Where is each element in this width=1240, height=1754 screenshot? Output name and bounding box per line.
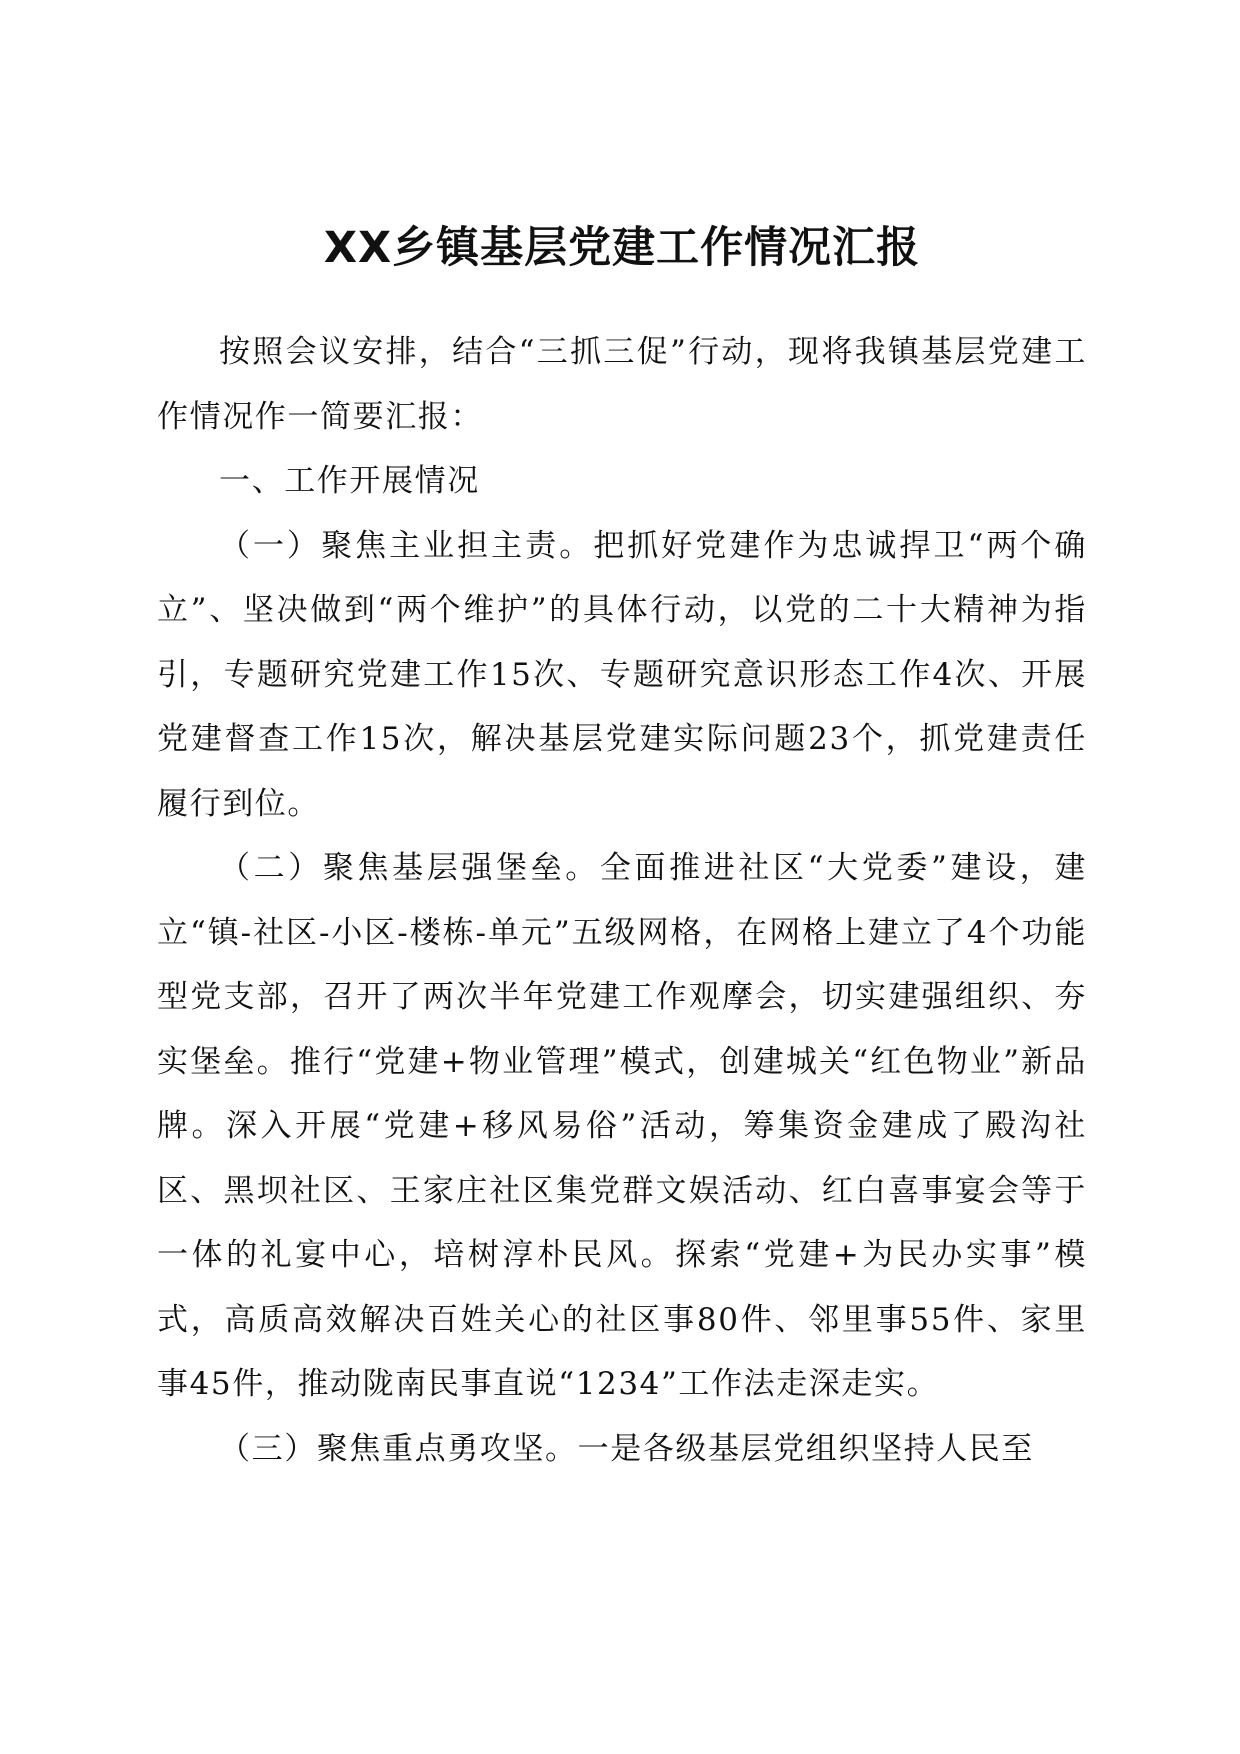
paragraph-intro: 按照会议安排，结合“三抓三促”行动，现将我镇基层党建工作情况作一简要汇报： (157, 334, 1087, 435)
section-heading-work-status: 一、工作开展情况 (219, 463, 480, 499)
document-body (157, 320, 1087, 1481)
document-page (157, 0, 1087, 1754)
document-title: XX乡镇基层党建工作情况汇报 (323, 223, 921, 273)
paragraph-focus-grassroots: （二）聚焦基层强堡垒。全面推进社区“大党委”建设，建立“镇-社区-小区-楼栋-单元”五级网格，在网格上建立了4个功能型党支部，召开了两次半年党建工作观摩会，切实建强组织、夯实堡垒。推行“党建+物业管理”模式，创建城关“红色物业”新品牌。深入开展“党建+移风易俗”活动，筹集资金建成了殿沟社区、黑坝社区、王家庄社区集党群文娱活动、红白喜事宴会等于一体的礼宴中心，培树淳朴民风。探索“党建+为民办实事”模式，高质高效解决百姓关心的社区事80件、邻里事55件、家里事45件，推动陇南民事直说“1234”工作法走深走实。 (157, 850, 1087, 1402)
paragraph-focus-key-tasks: （三）聚焦重点勇攻坚。一是各级基层党组织坚持人民至 (219, 1430, 1034, 1467)
paragraph-focus-main-duty: （一）聚焦主业担主责。把抓好党建作为忠诚捍卫“两个确立”、坚决做到“两个维护”的具体行动，以党的二十大精神为指引，专题研究党建工作15次、专题研究意识形态工作4次、开展党建督查工作15次，解决基层党建实际问题23个，抓党建责任履行到位。 (157, 527, 1087, 822)
